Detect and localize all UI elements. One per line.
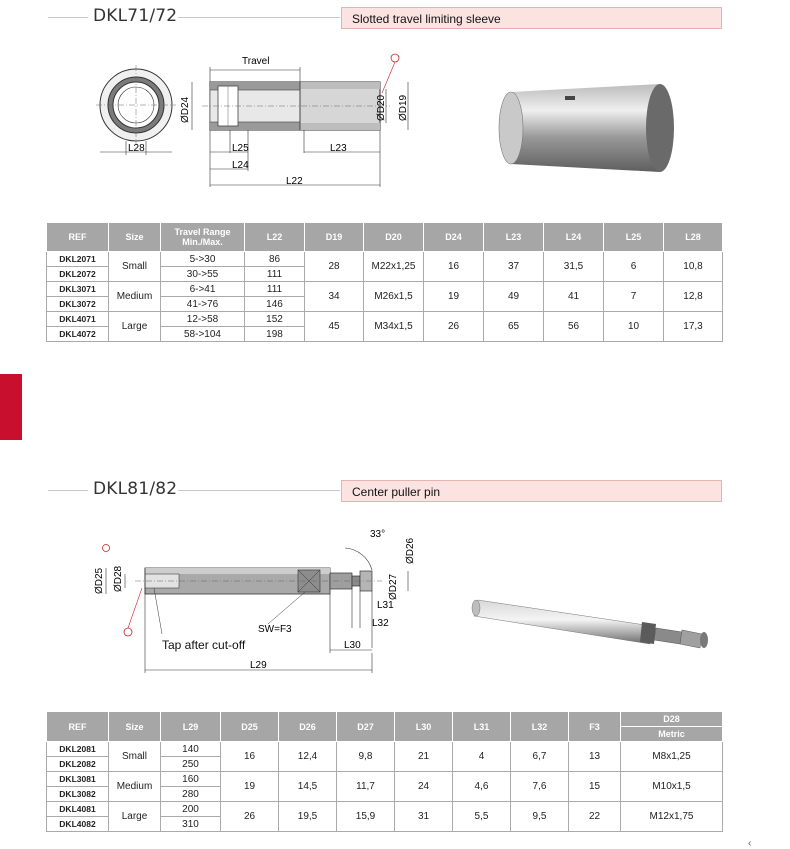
label-l31: L31 — [377, 600, 394, 611]
header-cell: Size — [109, 712, 161, 742]
table-row — [47, 282, 723, 297]
d19-cell: 45 — [305, 312, 364, 342]
d27-cell: 11,7 — [337, 772, 395, 802]
size-cell: Large — [109, 802, 161, 832]
l22-cell: 111 — [245, 267, 305, 282]
ref-cell: DKL4071 — [47, 312, 109, 327]
size-cell: Medium — [109, 772, 161, 802]
l28-cell: 17,3 — [664, 312, 723, 342]
label-l32: L32 — [372, 618, 389, 629]
l24-cell: 41 — [544, 282, 604, 312]
puller-pin-product-photo — [470, 582, 715, 662]
range-cell: 12->58 — [161, 312, 245, 327]
label-l30: L30 — [344, 640, 361, 651]
label-d24: ØD24 — [180, 96, 191, 123]
l25-cell: 6 — [604, 252, 664, 282]
l28-cell: 12,8 — [664, 282, 723, 312]
range-cell: 5->30 — [161, 252, 245, 267]
d26-cell: 19,5 — [279, 802, 337, 832]
d19-cell: 28 — [305, 252, 364, 282]
l31-cell: 5,5 — [453, 802, 511, 832]
size-cell: Medium — [109, 282, 161, 312]
header-cell: D20 — [364, 223, 424, 252]
range-cell: 30->55 — [161, 267, 245, 282]
d27-cell: 9,8 — [337, 742, 395, 772]
section1-model: DKL71/72 — [93, 6, 178, 26]
label-d27: ØD27 — [388, 573, 399, 600]
header-cell: Size — [109, 223, 161, 252]
puller-pin-spec-table — [46, 711, 723, 832]
d20-cell: M34x1,5 — [364, 312, 424, 342]
ref-cell: DKL3082 — [47, 787, 109, 802]
ref-cell: DKL4072 — [47, 327, 109, 342]
header-cell: L29 — [161, 712, 221, 742]
header-cell: L23 — [484, 223, 544, 252]
range-cell: 58->104 — [161, 327, 245, 342]
header-cell: L25 — [604, 223, 664, 252]
l28-cell: 10,8 — [664, 252, 723, 282]
ref-cell: DKL3081 — [47, 772, 109, 787]
l22-cell: 146 — [245, 297, 305, 312]
label-d28: ØD28 — [113, 565, 124, 592]
l22-cell: 152 — [245, 312, 305, 327]
header-cell: Travel Range Min./Max. — [161, 223, 245, 252]
d24-cell: 19 — [424, 282, 484, 312]
d19-cell: 34 — [305, 282, 364, 312]
sleeve-technical-drawing — [90, 45, 430, 195]
l22-cell: 198 — [245, 327, 305, 342]
d27-cell: 15,9 — [337, 802, 395, 832]
header-cell: REF — [47, 223, 109, 252]
sleeve-product-photo — [495, 84, 685, 174]
range-cell: 6->41 — [161, 282, 245, 297]
table-row — [47, 802, 723, 817]
ref-cell: DKL3071 — [47, 282, 109, 297]
l32-cell: 6,7 — [511, 742, 569, 772]
l32-cell: 7,6 — [511, 772, 569, 802]
section1-rule-right — [178, 17, 340, 18]
l25-cell: 7 — [604, 282, 664, 312]
header-cell: D19 — [305, 223, 364, 252]
header-cell: L22 — [245, 223, 305, 252]
d24-cell: 16 — [424, 252, 484, 282]
header-cell: L31 — [453, 712, 511, 742]
header-cell: D24 — [424, 223, 484, 252]
section2-title-bar: Center puller pin — [341, 480, 722, 502]
d28-cell: M12x1,75 — [621, 802, 723, 832]
size-cell: Small — [109, 252, 161, 282]
header-cell: L32 — [511, 712, 569, 742]
d20-cell: M26x1,5 — [364, 282, 424, 312]
l29-cell: 310 — [161, 817, 221, 832]
d25-cell: 16 — [221, 742, 279, 772]
header-cell: L30 — [395, 712, 453, 742]
section2-rule-right — [178, 490, 340, 491]
ref-cell: DKL2072 — [47, 267, 109, 282]
ref-cell: DKL4081 — [47, 802, 109, 817]
d28-cell: M10x1,5 — [621, 772, 723, 802]
l29-cell: 250 — [161, 757, 221, 772]
d25-cell: 19 — [221, 772, 279, 802]
label-travel: Travel — [242, 56, 270, 67]
puller-pin-technical-drawing — [90, 528, 435, 676]
l25-cell: 10 — [604, 312, 664, 342]
ref-cell: DKL2071 — [47, 252, 109, 267]
label-angle: 33° — [370, 529, 386, 540]
d24-cell: 26 — [424, 312, 484, 342]
table-row — [47, 312, 723, 327]
l30-cell: 31 — [395, 802, 453, 832]
d28-cell: M8x1,25 — [621, 742, 723, 772]
chapter-tab-marker — [0, 374, 22, 440]
section1-rule — [48, 17, 88, 18]
l29-cell: 200 — [161, 802, 221, 817]
label-d20: ØD20 — [376, 94, 387, 121]
label-sw: SW=F3 — [258, 624, 292, 635]
l22-cell: 86 — [245, 252, 305, 267]
label-d26: ØD26 — [405, 537, 416, 564]
table-row — [47, 772, 723, 787]
footer-mark: ‹ — [748, 838, 752, 849]
label-l22: L22 — [286, 176, 303, 187]
l23-cell: 37 — [484, 252, 544, 282]
label-l28: L28 — [128, 143, 145, 154]
label-l23: L23 — [330, 143, 347, 154]
d26-cell: 12,4 — [279, 742, 337, 772]
table-header-row — [47, 223, 723, 252]
label-d19: ØD19 — [398, 94, 409, 121]
header-cell: REF — [47, 712, 109, 742]
d26-cell: 14,5 — [279, 772, 337, 802]
header-cell: D28 — [621, 712, 723, 727]
label-l25: L25 — [232, 143, 249, 154]
label-tap: Tap after cut-off — [162, 638, 246, 652]
label-l29: L29 — [250, 660, 267, 671]
sleeve-spec-table — [46, 222, 723, 342]
ref-cell: DKL2081 — [47, 742, 109, 757]
l32-cell: 9,5 — [511, 802, 569, 832]
l23-cell: 65 — [484, 312, 544, 342]
section1-title-bar: Slotted travel limiting sleeve — [341, 7, 722, 29]
header-cell: F3 — [569, 712, 621, 742]
header-cell: D27 — [337, 712, 395, 742]
header-cell: D25 — [221, 712, 279, 742]
size-cell: Large — [109, 312, 161, 342]
table-header-row — [47, 712, 723, 727]
f3-cell: 13 — [569, 742, 621, 772]
ref-cell: DKL4082 — [47, 817, 109, 832]
l30-cell: 21 — [395, 742, 453, 772]
size-cell: Small — [109, 742, 161, 772]
d25-cell: 26 — [221, 802, 279, 832]
l31-cell: 4,6 — [453, 772, 511, 802]
table-row — [47, 742, 723, 757]
subheader-cell: Metric — [621, 727, 723, 742]
l29-cell: 160 — [161, 772, 221, 787]
table-row — [47, 252, 723, 267]
header-cell: L24 — [544, 223, 604, 252]
header-cell: D26 — [279, 712, 337, 742]
section2-rule — [48, 490, 88, 491]
l22-cell: 111 — [245, 282, 305, 297]
section2-model: DKL81/82 — [93, 479, 178, 499]
ref-cell: DKL2082 — [47, 757, 109, 772]
label-d25: ØD25 — [94, 567, 105, 594]
l29-cell: 280 — [161, 787, 221, 802]
l31-cell: 4 — [453, 742, 511, 772]
d20-cell: M22x1,25 — [364, 252, 424, 282]
l29-cell: 140 — [161, 742, 221, 757]
header-cell: L28 — [664, 223, 723, 252]
ref-cell: DKL3072 — [47, 297, 109, 312]
l23-cell: 49 — [484, 282, 544, 312]
l24-cell: 31,5 — [544, 252, 604, 282]
label-l24: L24 — [232, 160, 249, 171]
l24-cell: 56 — [544, 312, 604, 342]
f3-cell: 15 — [569, 772, 621, 802]
f3-cell: 22 — [569, 802, 621, 832]
range-cell: 41->76 — [161, 297, 245, 312]
l30-cell: 24 — [395, 772, 453, 802]
